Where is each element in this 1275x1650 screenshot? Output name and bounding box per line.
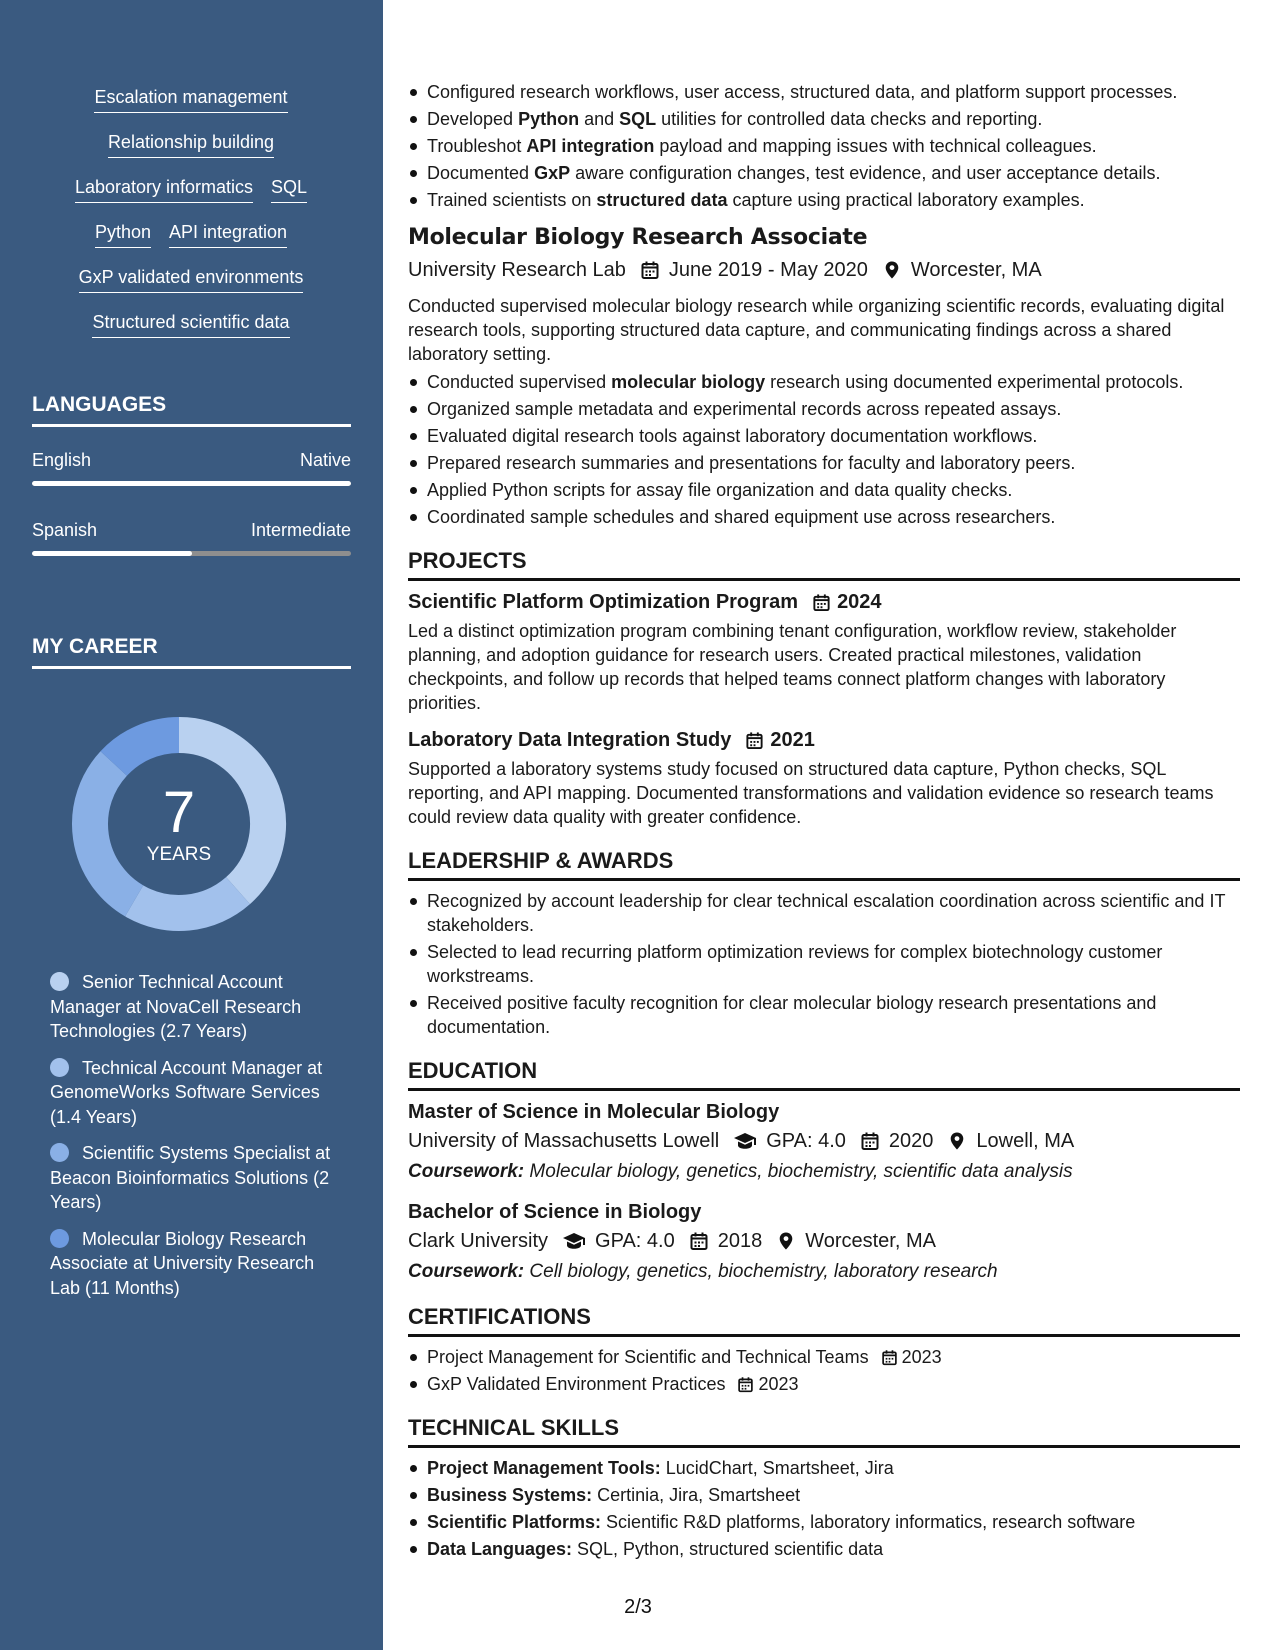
skill-tag: Structured scientific data — [92, 311, 289, 338]
language-name: English — [32, 450, 92, 470]
calendar-icon — [745, 731, 764, 750]
education-heading: EDUCATION — [408, 1057, 1240, 1091]
project-title: Scientific Platform Optimization Program — [408, 591, 799, 613]
certification-year: 2023 — [758, 1374, 799, 1394]
experience-bullet: Developed Python and SQL utilities for controlled data checks and reporting. — [408, 107, 1240, 131]
experience-bullets — [408, 80, 1240, 212]
language-name: Spanish — [32, 520, 98, 540]
skill-row — [32, 131, 350, 176]
school-location: Worcester, MA — [805, 1230, 936, 1252]
calendar-icon — [860, 1131, 880, 1151]
gpa: GPA: 4.0 — [766, 1130, 846, 1152]
certification-name: GxP Validated Environment Practices — [427, 1374, 726, 1394]
experience-bullet: Documented GxP aware configuration changes, test evidence, and user acceptance details. — [408, 161, 1240, 185]
skill-tag: SQL — [271, 176, 307, 203]
leadership-item: Recognized by account leadership for clear technical escalation coordination across scientific and IT stakeholders. — [408, 889, 1240, 937]
project-description: Supported a laboratory systems study focused on structured data capture, Python checks, SQL reporting, and API mapping. Documented transformations and validation evidence so research teams could review data quality with greater confidence. — [408, 759, 1214, 827]
education-item — [408, 1099, 1240, 1185]
language-spanish — [32, 519, 351, 556]
experience-bullet: Configured research workflows, user access, structured data, and platform support processes. — [408, 80, 1240, 104]
leadership-item: Received positive faculty recognition for clear molecular biology research presentations and documentation. — [408, 991, 1240, 1039]
graduation-cap-icon — [733, 1131, 757, 1151]
certifications-list — [408, 1345, 1240, 1396]
job-bullet: Coordinated sample schedules and shared equipment use across researchers. — [408, 505, 1240, 529]
leadership-heading: LEADERSHIP & AWARDS — [408, 847, 1240, 881]
job-bullets — [408, 370, 1240, 529]
project-title: Laboratory Data Integration Study — [408, 729, 732, 751]
language-english — [32, 449, 351, 486]
job-bullet: Prepared research summaries and presentations for faculty and laboratory peers. — [408, 451, 1240, 475]
project-year: 2024 — [837, 591, 882, 613]
technical-skills-list — [408, 1456, 1240, 1561]
language-proficiency-bar — [32, 551, 351, 556]
project-item — [408, 727, 1240, 829]
graduation-year: 2020 — [888, 1130, 934, 1152]
job-title: Molecular Biology Research Associate — [408, 225, 868, 250]
technical-skills-heading: TECHNICAL SKILLS — [408, 1414, 1240, 1448]
leadership-list — [408, 889, 1240, 1039]
page-number: 2/3 — [624, 1596, 652, 1618]
skill-tag: API integration — [169, 221, 287, 248]
certifications-heading: CERTIFICATIONS — [408, 1303, 1240, 1337]
job-location: Worcester, MA — [910, 259, 1042, 281]
calendar-icon — [640, 260, 660, 280]
skill-tag: Escalation management — [94, 86, 287, 113]
skill-row — [32, 266, 350, 311]
education-item — [408, 1199, 1240, 1285]
degree-title: Bachelor of Science in Biology — [408, 1201, 702, 1223]
job-bullet: Conducted supervised molecular biology research using documented experimental protocols. — [408, 370, 1240, 394]
calendar-icon — [812, 593, 831, 612]
calendar-icon — [689, 1231, 709, 1251]
school-location: Lowell, MA — [976, 1130, 1075, 1152]
technical-skill-item: Data Languages: SQL, Python, structured scientific data — [408, 1537, 1240, 1561]
school-name: Clark University — [408, 1230, 549, 1252]
career-legend-item: Technical Account Manager at GenomeWorks Software Services (1.4 Years) — [50, 1057, 323, 1127]
calendar-icon — [737, 1376, 754, 1393]
skills-tags — [32, 86, 350, 356]
coursework: Coursework: Molecular biology, genetics, biochemistry, scientific data analysis — [408, 1161, 1073, 1182]
language-proficiency-bar — [32, 481, 351, 486]
certification-year: 2023 — [901, 1347, 942, 1367]
language-proficiency-fill — [32, 551, 192, 556]
career-heading: MY CAREER — [32, 634, 351, 669]
career-legend-item: Molecular Biology Research Associate at University Research Lab (11 Months) — [50, 1228, 315, 1298]
certification-item — [408, 1372, 1240, 1396]
leadership-item: Selected to lead recurring platform optimization reviews for complex biotechnology customer workstreams. — [408, 940, 1240, 988]
job-bullet: Organized sample metadata and experimental records across repeated assays. — [408, 397, 1240, 421]
languages-heading: LANGUAGES — [32, 392, 351, 427]
donut-segment-4 — [114, 735, 179, 764]
career-years-label: YEARS — [146, 844, 212, 865]
gpa: GPA: 4.0 — [595, 1230, 675, 1252]
project-year: 2021 — [770, 729, 815, 751]
donut-segment-2 — [134, 891, 238, 913]
career-total-years: 7 — [162, 780, 196, 845]
career-legend-item: Senior Technical Account Manager at NovaCell Research Technologies (2.7 Years) — [50, 972, 302, 1041]
graduation-cap-icon — [562, 1231, 586, 1251]
legend-dot — [50, 972, 69, 991]
career-donut-chart — [66, 711, 292, 937]
job-bullet: Evaluated digital research tools against laboratory documentation workflows. — [408, 424, 1240, 448]
project-description: Led a distinct optimization program combining tenant configuration, workflow review, stakeholder planning, and adoption guidance for research users. Created practical milestones, validation checkpoints, and follow up records that helped teams connect platform changes with laboratory priorities. — [408, 621, 1177, 713]
degree-title: Master of Science in Molecular Biology — [408, 1101, 780, 1123]
skill-tag: Python — [95, 221, 151, 248]
technical-skill-item: Business Systems: Certinia, Jira, Smartsheet — [408, 1483, 1240, 1507]
location-pin-icon — [947, 1131, 967, 1151]
language-proficiency-fill — [32, 481, 351, 486]
job-dates: June 2019 - May 2020 — [668, 259, 868, 281]
job-meta — [408, 256, 1240, 284]
technical-skill-item: Scientific Platforms: Scientific R&D platforms, laboratory informatics, research software — [408, 1510, 1240, 1534]
school-name: University of Massachusetts Lowell — [408, 1130, 720, 1152]
skill-row — [32, 86, 350, 131]
calendar-icon — [881, 1349, 898, 1366]
career-legend-item: Scientific Systems Specialist at Beacon Bioinformatics Solutions (2 Years) — [50, 1143, 331, 1212]
skill-row — [32, 311, 350, 356]
certification-item — [408, 1345, 1240, 1369]
technical-skill-item: Project Management Tools: LucidChart, Smartsheet, Jira — [408, 1456, 1240, 1480]
skill-row — [32, 221, 350, 266]
main-content — [408, 80, 1240, 1564]
job-bullet: Applied Python scripts for assay file organization and data quality checks. — [408, 478, 1240, 502]
experience-bullet: Trained scientists on structured data capture using practical laboratory examples. — [408, 188, 1240, 212]
location-pin-icon — [882, 260, 902, 280]
language-level: Intermediate — [250, 520, 351, 540]
legend-dot — [50, 1229, 69, 1248]
graduation-year: 2018 — [717, 1230, 763, 1252]
career-legend — [50, 970, 340, 1312]
experience-bullet: Troubleshot API integration payload and mapping issues with technical colleagues. — [408, 134, 1240, 158]
skill-tag: Laboratory informatics — [75, 176, 253, 203]
skill-tag: GxP validated environments — [79, 266, 304, 293]
sidebar — [0, 0, 383, 1650]
location-pin-icon — [776, 1231, 796, 1251]
legend-dot — [50, 1058, 69, 1077]
certification-name: Project Management for Scientific and Technical Teams — [427, 1347, 869, 1367]
projects-heading: PROJECTS — [408, 547, 1240, 581]
legend-dot — [50, 1143, 69, 1162]
job-summary: Conducted supervised molecular biology research while organizing scientific records, evaluating digital research tools, supporting structured data capture, and communicating findings across a shared laboratory setting. — [408, 296, 1225, 364]
coursework: Coursework: Cell biology, genetics, biochemistry, laboratory research — [408, 1261, 998, 1282]
language-level: Native — [299, 450, 351, 470]
skill-row — [32, 176, 350, 221]
job-org: University Research Lab — [408, 259, 626, 281]
project-item — [408, 589, 1240, 715]
skill-tag: Relationship building — [108, 131, 274, 158]
